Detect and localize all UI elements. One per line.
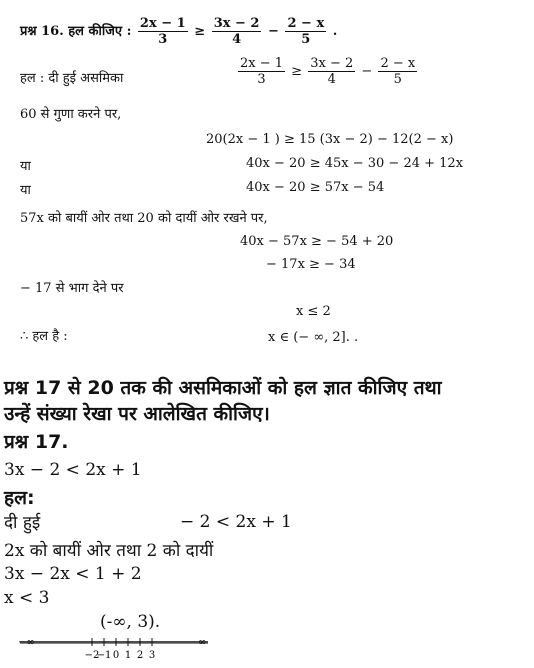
ya-label: या <box>20 183 31 198</box>
q16-solution-label: हल : दी हुई असमिका <box>20 71 124 86</box>
q16-fraction-2 <box>212 16 262 47</box>
q17-move-line: 2x को बायीं ओर तथा 2 को दायीं <box>4 541 214 561</box>
q17-step1: 3x − 2x < 1 + 2 <box>4 564 142 584</box>
number-line-tick-label: 2 <box>136 650 144 661</box>
number-line-tick-label: 3 <box>148 650 156 661</box>
number-line-tick-label: −2 <box>84 650 100 661</box>
equation-3: 40x − 20 ≥ 57x − 54 <box>246 180 385 195</box>
equation-7: x ∈ (− ∞, 2]. . <box>268 330 359 345</box>
q17-interval: (-∞, 3). <box>100 612 161 632</box>
q17-intro-line1: प्रश्न 17 से 20 तक की असमिकाओं को हल ज्ञात कीजिए तथा <box>4 377 442 399</box>
fraction-denominator: 4 <box>327 72 336 87</box>
fraction-numerator: 3x − 2 <box>310 56 354 71</box>
q17-step2: x < 3 <box>4 588 50 608</box>
fraction-numerator: 2 − x <box>287 16 325 31</box>
right-infinity-label: ∞ <box>198 637 207 648</box>
number-line-tick-label: 1 <box>124 650 132 661</box>
equation-6: x ≤ 2 <box>296 304 331 319</box>
ge-sign: ≥ <box>291 64 303 79</box>
multiply-line: 60 से गुणा करने पर, <box>20 107 122 122</box>
minus-sign: − <box>361 64 373 79</box>
fraction-denominator: 4 <box>232 32 242 47</box>
divide-line: − 17 से भाग देने पर <box>20 281 124 296</box>
q17-heading: प्रश्न 17. <box>4 431 69 453</box>
fraction-denominator: 5 <box>393 72 402 87</box>
therefore-label: ∴ हल है : <box>20 329 68 344</box>
number-line-tick-label: 0 <box>112 650 120 661</box>
sol-fraction-3 <box>378 56 417 87</box>
fraction-numerator: 3x − 2 <box>213 16 260 31</box>
equation-5: − 17x ≥ − 34 <box>266 257 356 272</box>
number-line-tick-label: −1 <box>96 650 112 661</box>
fraction-denominator: 3 <box>257 72 266 87</box>
fraction-numerator: 2x − 1 <box>139 16 186 31</box>
q17-given-label: दी हुई <box>4 513 41 533</box>
equation-4: 40x − 57x ≥ − 54 + 20 <box>240 234 394 249</box>
q16-fraction-3 <box>285 16 326 47</box>
q17-intro-line2: उन्हें संख्या रेखा पर आलेखित कीजिए। <box>4 403 270 425</box>
q16-heading-label: प्रश्न 16. हल कीजिए : <box>20 24 132 39</box>
ge-sign: ≥ <box>194 24 206 39</box>
period: . <box>332 24 338 39</box>
number-line <box>18 630 534 666</box>
q17-problem: 3x − 2 < 2x + 1 <box>4 460 142 480</box>
q16-given-inequality <box>236 56 419 87</box>
move-terms-line: 57x को बायीं ओर तथा 20 को दायीं ओर रखने पर, <box>20 211 268 226</box>
q16-fraction-1 <box>138 16 188 47</box>
sol-fraction-2 <box>308 56 355 87</box>
left-infinity-label: −∞ <box>18 637 35 648</box>
fraction-denominator: 5 <box>301 32 311 47</box>
q16-heading <box>20 16 337 47</box>
fraction-denominator: 3 <box>158 32 168 47</box>
q17-given-equation: − 2 < 2x + 1 <box>180 512 292 532</box>
ya-label: या <box>20 159 31 174</box>
equation-1: 20(2x − 1 ) ≥ 15 (3x − 2) − 12(2 − x) <box>206 132 454 147</box>
fraction-numerator: 2x − 1 <box>240 56 284 71</box>
q17-solution-label: हल: <box>4 487 35 509</box>
fraction-numerator: 2 − x <box>380 56 416 71</box>
sol-fraction-1 <box>238 56 285 87</box>
minus-sign: − <box>268 24 279 39</box>
equation-2: 40x − 20 ≥ 45x − 30 − 24 + 12x <box>246 156 464 171</box>
